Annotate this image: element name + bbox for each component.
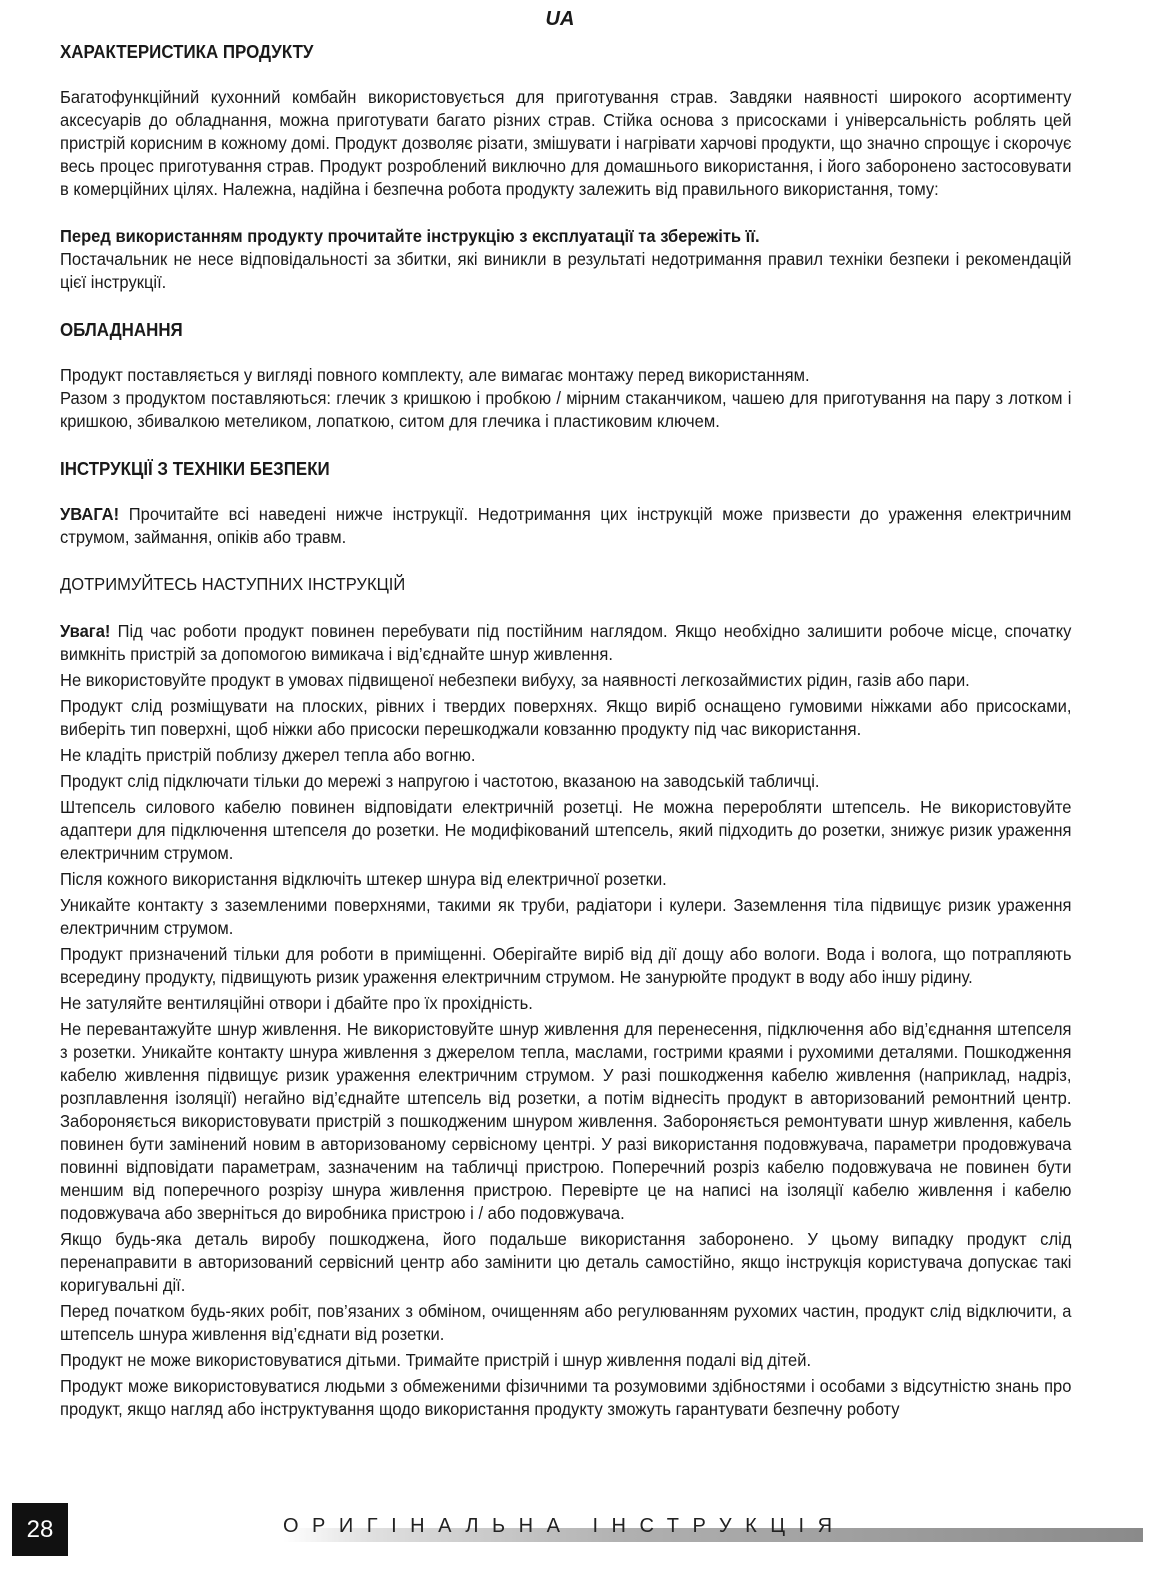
safety-item-first	[60, 620, 1071, 666]
safety-item: Продукт слід підключати тільки до мережі з напругою і частотою, вказаною на заводській табличці.	[60, 771, 820, 791]
read-instructions-notice: Перед використанням продукту прочитайте інструкцію з експлуатації та збережіть її.	[60, 226, 760, 246]
page-number: 28	[12, 1503, 68, 1556]
warning-paragraph	[60, 503, 1071, 549]
follow-instructions-heading: ДОТРИМУЙТЕСЬ НАСТУПНИХ ІНСТРУКЦІЙ	[60, 574, 406, 594]
safety-item: Продукт слід розміщувати на плоских, рівних і твердих поверхнях. Якщо виріб оснащено гумовими ніжками або присосками, виберіть тип поверхні, щоб ніжки або присоски перешкоджали ковзанню продукту під час використання.	[60, 696, 1072, 739]
safety-item: Після кожного використання відключіть штекер шнура від електричної розетки.	[60, 869, 667, 889]
warning-label: УВАГА!	[60, 504, 120, 524]
page-content	[60, 40, 1071, 1421]
safety-item: Уникайте контакту з заземленими поверхнями, такими як труби, радіатори і кулери. Заземлення тіла підвищує ризик ураження електричним струмом.	[60, 895, 1072, 938]
safety-item: Не використовуйте продукт в умовах підвищеної небезпеки вибуху, за наявності легкозаймистих рідин, газів або пари.	[60, 670, 970, 690]
safety-item: Якщо будь-яка деталь виробу пошкоджена, його подальше використання заборонено. У цьому випадку продукт слід перенаправити в авторизований сервісний центр або замінити цю деталь самостійно, якщо інструкція користувача допускає такі коригувальні дії.	[60, 1229, 1072, 1295]
footer-title: ОРИГІНАЛЬНА ІНСТРУКЦІЯ	[283, 1515, 846, 1537]
attention-text: Під час роботи продукт повинен перебувати під постійним наглядом. Якщо необхідно залишити робоче місце, спочатку вимкніть пристрій за допомогою вимикача і від’єднайте шнур живлення.	[60, 621, 1072, 664]
safety-item: Штепсель силового кабелю повинен відповідати електричній розетці. Не можна переробляти штепсель. Не використовуйте адаптери для підключення штепселя до розетки. Не модифікований штепсель, який підходить до розетки, знижує ризик ураження електричним струмом.	[60, 797, 1072, 863]
liability-paragraph: Постачальник не несе відповідальності за збитки, які виникли в результаті недотримання правил техніки безпеки і рекомендацій цієї інструкції.	[60, 249, 1072, 292]
language-label: UA	[545, 8, 575, 30]
safety-item: Продукт може використовуватися людьми з обмеженими фізичними та розумовими здібностями і особами з відсутністю знань про продукт, якщо нагляд або інструктування щодо використання продукту зможуть гарантувати безпечну роботу	[60, 1376, 1072, 1419]
equipment-paragraph-1: Продукт поставляється у вигляді повного комплекту, але вимагає монтажу перед використанням.	[60, 365, 810, 385]
equipment-paragraph-2: Разом з продуктом поставляються: глечик з кришкою і пробкою / мірним стаканчиком, чашею для приготування на пару з лотком і кришкою, збивалкою метеликом, лопаткою, ситом для глечика і пластиковим ключем.	[60, 388, 1072, 431]
safety-item: Перед початком будь-яких робіт, пов’язаних з обміном, очищенням або регулюванням рухомих частин, продукт слід відключити, а штепсель шнура живлення від’єднати від розетки.	[60, 1301, 1072, 1344]
safety-item: Не затуляйте вентиляційні отвори і дбайте про їх прохідність.	[60, 993, 533, 1013]
section-heading-equipment: ОБЛАДНАННЯ	[60, 320, 183, 340]
safety-item: Продукт не може використовуватися дітьми. Тримайте пристрій і шнур живлення подалі від дітей.	[60, 1350, 812, 1370]
warning-text: Прочитайте всі наведені нижче інструкції. Недотримання цих інструкцій може призвести до ураження електричним струмом, займання, опіків або травм.	[60, 504, 1072, 547]
section-heading-characteristics: ХАРАКТЕРИСТИКА ПРОДУКТУ	[60, 42, 314, 62]
section-heading-safety: ІНСТРУКЦІЇ З ТЕХНІКИ БЕЗПЕКИ	[60, 459, 330, 479]
safety-item: Не кладіть пристрій поблизу джерел тепла або вогню.	[60, 745, 476, 765]
intro-paragraph: Багатофункційний кухонний комбайн використовується для приготування страв. Завдяки наявності широкого асортименту аксесуарів до обладнання, можна приготувати багато різних страв. Стійка основа з присосками і універсальність роблять цей пристрій корисним в кожному домі. Продукт дозволяє різати, змішувати і нагрівати харчові продукти, що значно спрощує і скорочує весь процес приготування страв. Продукт розроблений виключно для домашнього використання, і його заборонено застосовувати в комерційних цілях. Належна, надійна і безпечна робота продукту залежить від правильного використання, тому:	[60, 87, 1072, 199]
attention-label: Увага!	[60, 621, 111, 641]
safety-item: Продукт призначений тільки для роботи в приміщенні. Оберігайте виріб від дії дощу або вологи. Вода і волога, що потрапляють всередину продукту, підвищують ризик ураження електричним струмом. Не занурюйте продукт в воду або іншу рідину.	[60, 944, 1072, 987]
safety-item: Не перевантажуйте шнур живлення. Не використовуйте шнур живлення для перенесення, підключення або від’єднання штепселя з розетки. Уникайте контакту шнура живлення з джерелом тепла, маслами, гострими краями і рухомими деталями. Пошкодження кабелю живлення підвищує ризик ураження електричним струмом. У разі пошкодження кабелю живлення (наприклад, надріз, розплавлення ізоляції) негайно від’єднайте штепсель від розетки, а потім віднесіть продукт в авторизований ремонтний центр. Забороняється використовувати пристрій з пошкодженим шнуром живлення. Забороняється ремонтувати шнур живлення, кабель повинен бути замінений новим в авторизованому сервісному центрі. У разі використання подовжувача, параметри продовжувача повинні відповідати параметрам, зазначеним на табличці пристрою. Поперечний розріз кабелю подовжувача не повинен бути меншим від поперечного розрізу шнура живлення пристрою. Перевірте це на написі на ізоляції кабелю живлення і кабелю подовжувача або зверніться до виробника пристрою і / або подовжувача.	[60, 1019, 1072, 1223]
